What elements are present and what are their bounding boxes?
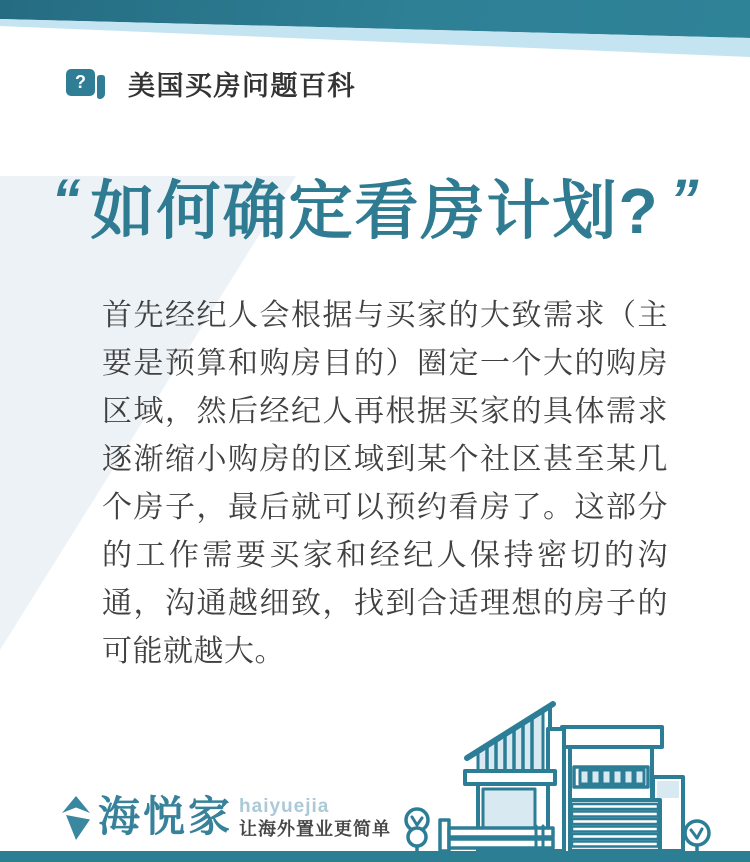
ground-bar	[0, 851, 750, 862]
brand-romanized: haiyuejia	[239, 796, 330, 817]
brand-text-column	[239, 794, 391, 840]
close-quote-mark: ”	[669, 168, 699, 233]
question-headline	[0, 168, 750, 254]
question-glyph: ?	[75, 71, 86, 92]
modern-house-illustration	[390, 687, 750, 862]
question-book-icon-curl	[97, 75, 105, 99]
question-book-icon-square	[66, 69, 95, 96]
header	[66, 64, 356, 103]
open-quote-mark: “	[51, 168, 81, 233]
brand-tagline: 让海外置业更简单	[239, 819, 392, 839]
brand-lockup	[62, 794, 391, 840]
answer-paragraph: 首先经纪人会根据与买家的大致需求（主要是预算和购房目的）圈定一个大的购房区域，然后经纪人再根据买家的具体需求逐渐缩小购房的区域到某个社区甚至某几个房子，最后就可以预约看房了。这部分的工作需要买家和经纪人保持密切的沟通，沟通越细致，找到合适理想的房子的可能就越大。	[102, 299, 668, 668]
series-title: 美国买房问题百科	[128, 71, 356, 101]
arrow-home-icon	[62, 796, 90, 840]
question-title: 如何确定看房计划?	[90, 175, 660, 247]
brand-name: 海悦家	[98, 793, 234, 840]
question-book-icon	[66, 67, 106, 101]
